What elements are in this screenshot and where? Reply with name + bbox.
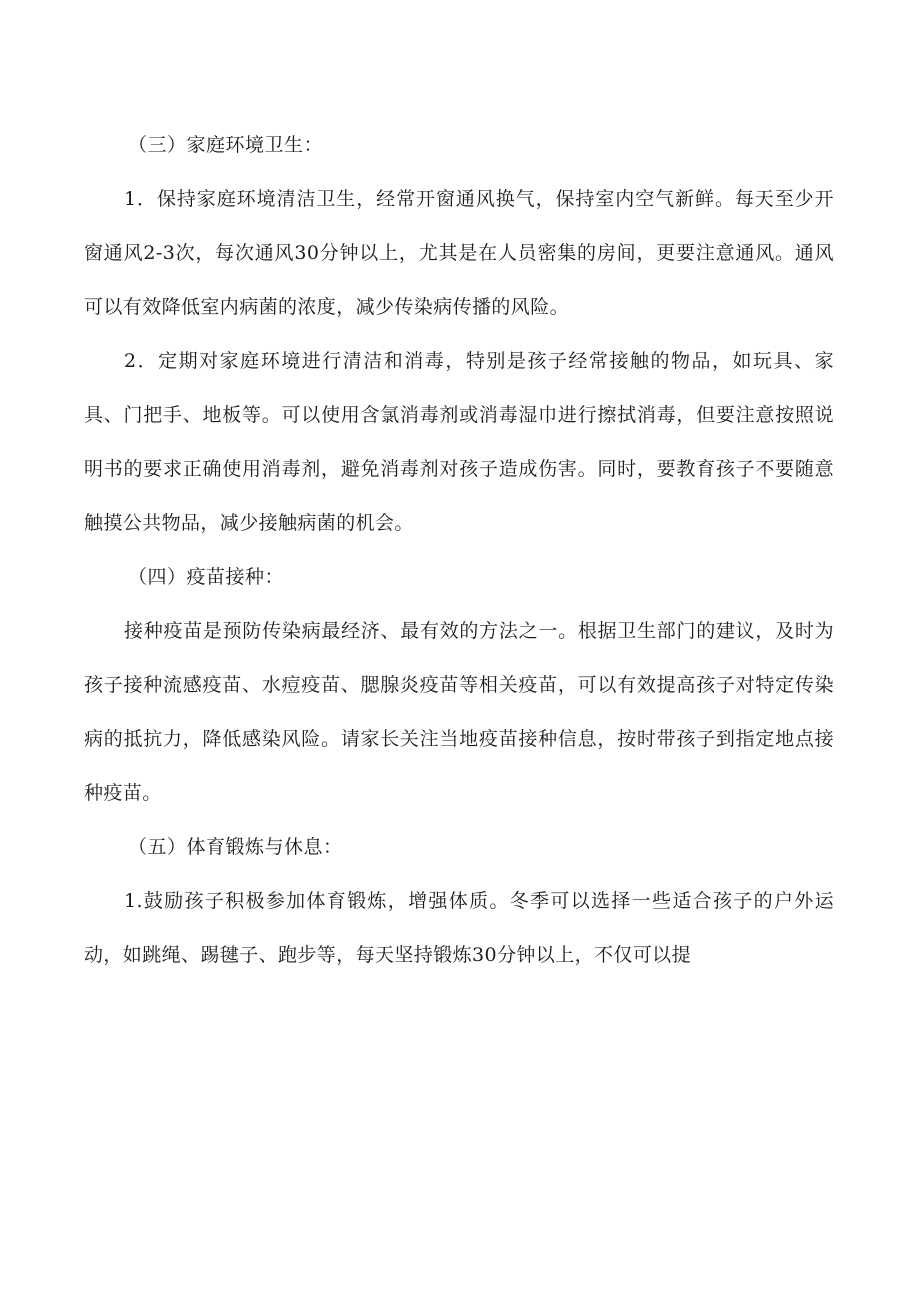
paragraph-ventilation: 1．保持家庭环境清洁卫生，经常开窗通风换气，保持室内空气新鲜。每天至少开窗通风2-3次，每次通风30分钟以上，尤其是在人员密集的房间，更要注意通风。通风可以有效降低室内病菌的浓度，减少传染病传播的风险。 <box>84 188 834 318</box>
paragraph-disinfection: 2．定期对家庭环境进行清洁和消毒，特别是孩子经常接触的物品，如玩具、家具、门把手、地板等。可以使用含氯消毒剂或消毒湿巾进行擦拭消毒，但要注意按照说明书的要求正确使用消毒剂，避免消毒剂对孩子造成伤害。同时，要教育孩子不要随意触摸公共物品，减少接触病菌的机会。 <box>84 350 834 534</box>
paragraph-vaccination: 接种疫苗是预防传染病最经济、最有效的方法之一。根据卫生部门的建议，及时为孩子接种流感疫苗、水痘疫苗、腮腺炎疫苗等相关疫苗，可以有效提高孩子对特定传染病的抵抗力，降低感染风险。请家长关注当地疫苗接种信息，按时带孩子到指定地点接种疫苗。 <box>84 620 834 804</box>
paragraph-exercise: 1.鼓励孩子积极参加体育锻炼，增强体质。冬季可以选择一些适合孩子的户外运动，如跳绳、踢毽子、跑步等，每天坚持锻炼30分钟以上，不仅可以提 <box>84 890 834 966</box>
section-heading-exercise-rest: （五）体育锻炼与休息： <box>128 836 343 858</box>
document-body <box>84 118 834 982</box>
section-heading-vaccination: （四）疫苗接种： <box>128 566 285 588</box>
section-heading-home-hygiene: （三）家庭环境卫生： <box>128 134 324 156</box>
